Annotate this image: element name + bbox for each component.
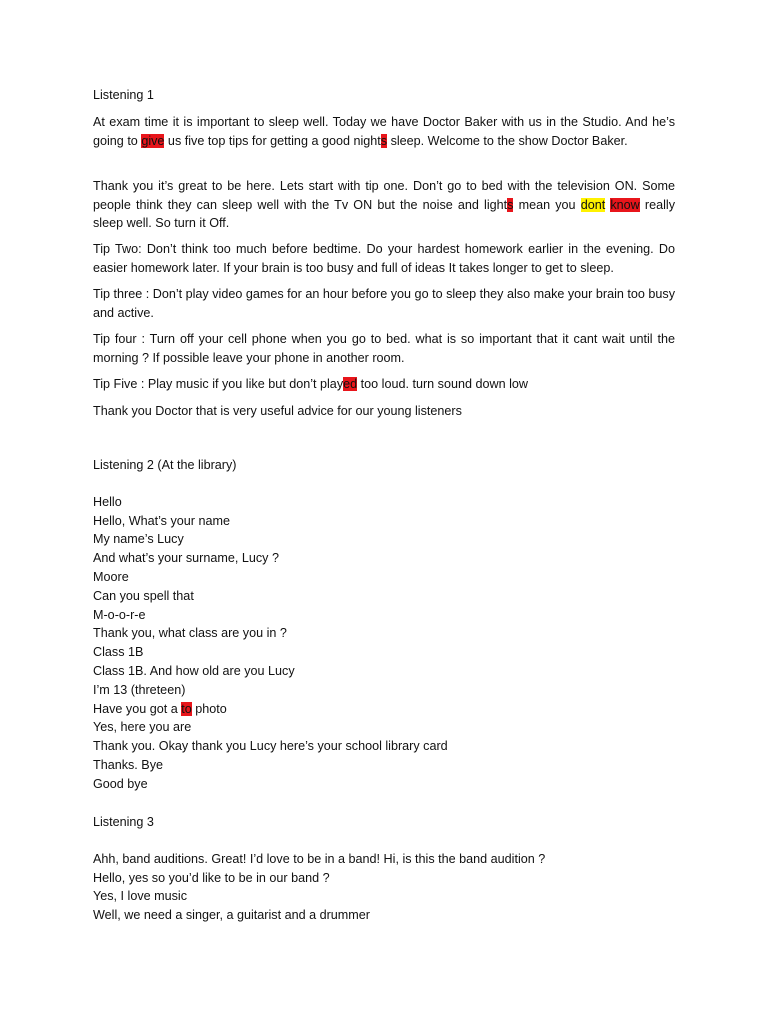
paragraph-tip-two: Tip Two: Don’t think too much before bedtime. Do your hardest homework earlier in the evening. Do easier homework later. If your brain is too busy and full of ideas It takes longer to get to sleep. <box>93 242 675 275</box>
section-heading-listening-1: Listening 1 <box>93 88 154 102</box>
dialogue-line: Class 1B. And how old are you Lucy <box>93 664 295 678</box>
section-heading-listening-3: Listening 3 <box>93 815 154 829</box>
paragraph-closing: Thank you Doctor that is very useful advice for our young listeners <box>93 404 462 418</box>
dialogue-line: Thanks. Bye <box>93 758 163 772</box>
dialogue-line-photo <box>93 702 227 716</box>
text-run: mean you <box>513 197 581 212</box>
highlight-red: know <box>610 197 640 212</box>
dialogue-line: Yes, I love music <box>93 889 188 903</box>
text-run: photo <box>191 702 227 716</box>
dialogue-line: Hello <box>93 495 122 509</box>
dialogue-line: I’m 13 (threteen) <box>93 683 186 697</box>
paragraph-tip-one <box>93 177 675 233</box>
dialogue-line: Yes, here you are <box>93 720 192 734</box>
dialogue-line: Can you spell that <box>93 589 194 603</box>
dialogue-line: Hello, yes so you’d like to be in our band ? <box>93 871 330 885</box>
text-run: At exam time it is important to sleep well. Today we have Doctor Baker with us in the Studio. And he’s going to <box>93 115 675 148</box>
highlight-red: s <box>507 197 514 212</box>
highlight-red: give <box>141 133 165 148</box>
text-run: really sleep well. So turn it Off. <box>93 197 676 230</box>
text-run: us five top tips for getting a good night <box>164 133 381 148</box>
dialogue-line: And what’s your surname, Lucy ? <box>93 551 279 565</box>
paragraph-intro <box>93 113 675 150</box>
dialogue-line: Well, we need a singer, a guitarist and a drummer <box>93 908 370 922</box>
dialogue-line: Good bye <box>93 777 148 791</box>
highlight-red: ed <box>343 377 358 391</box>
dialogue-line: Hello, What’s your name <box>93 514 230 528</box>
paragraph-tip-five <box>93 375 675 394</box>
dialogue-line: My name’s Lucy <box>93 532 184 546</box>
dialogue-line: M-o-o-r-e <box>93 608 146 622</box>
paragraph-tip-four: Tip four : Turn off your cell phone when you go to bed. what is so important that it cant wait until the morning ? If possible leave your phone in another room. <box>93 332 675 365</box>
highlight-red: to <box>181 702 192 716</box>
dialogue-line: Thank you, what class are you in ? <box>93 626 287 640</box>
section-heading-listening-2: Listening 2 (At the library) <box>93 458 237 472</box>
dialogue-line: Ahh, band auditions. Great! I’d love to be in a band! Hi, is this the band audition ? <box>93 852 546 866</box>
highlight-yellow: dont <box>580 197 606 212</box>
text-run: Have you got a <box>93 702 182 716</box>
text-run: Thank you it’s great to be here. Lets start with tip one. Don’t go to bed with the television ON. Some people think they can sleep well with the Tv ON but the noise and light <box>93 179 675 212</box>
text-run: Tip Five : Play music if you like but don’t play <box>93 377 344 391</box>
text-run: too loud. turn sound down low <box>357 377 528 391</box>
paragraph-tip-three: Tip three : Don’t play video games for an hour before you go to sleep they also make your brain too busy and active. <box>93 287 675 320</box>
text-run: sleep. Welcome to the show Doctor Baker. <box>387 133 628 148</box>
dialogue-line: Thank you. Okay thank you Lucy here’s your school library card <box>93 739 448 753</box>
dialogue-line: Moore <box>93 570 129 584</box>
dialogue-line: Class 1B <box>93 645 144 659</box>
highlight-red: s <box>380 133 388 148</box>
